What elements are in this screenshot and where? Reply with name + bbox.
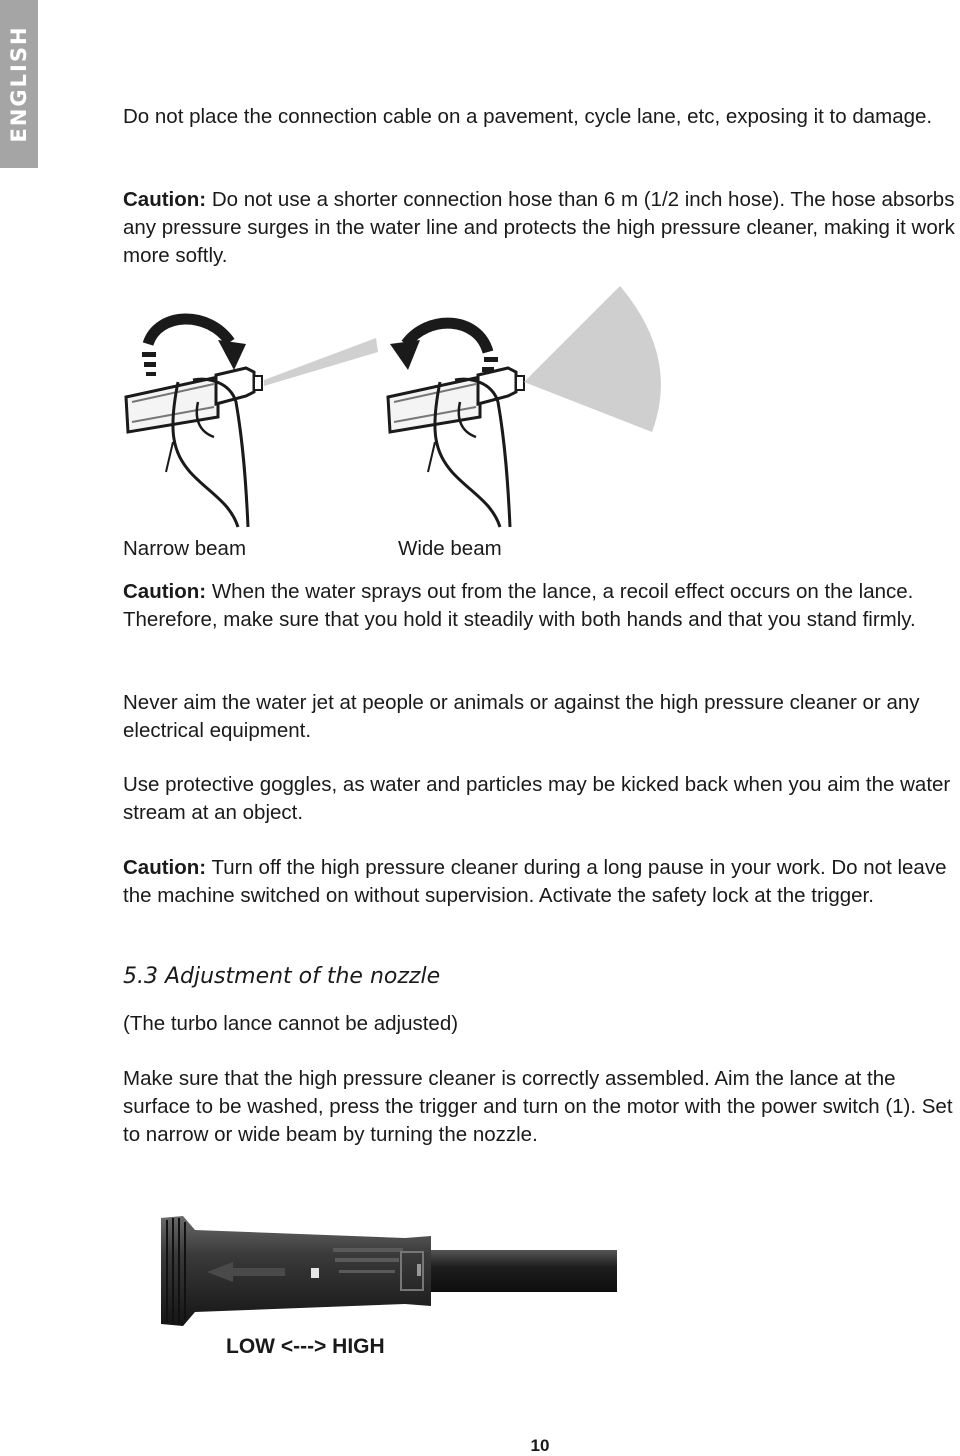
paragraph-pause-caution [123, 854, 958, 910]
language-tab-label: ENGLISH [7, 25, 31, 143]
paragraph-hose-text: Do not use a shorter connection hose than 6 m (1/2 inch hose). The hose absorbs any pressure surges in the water line and protects the high pressure cleaner, making it work more softly. [123, 188, 955, 267]
caution-label: Caution: [123, 188, 207, 211]
paragraph-turbo-text: (The turbo lance cannot be adjusted) [123, 1012, 459, 1035]
paragraph-turbo-note [123, 1010, 958, 1038]
wide-beam-figure [388, 286, 661, 527]
paragraph-hose-caution [123, 186, 958, 270]
language-tab [0, 0, 38, 168]
paragraph-cable [123, 103, 958, 131]
paragraph-goggles [123, 771, 958, 827]
paragraph-cable-text: Do not place the connection cable on a pavement, cycle lane, etc, exposing it to damage. [123, 105, 933, 128]
paragraph-recoil-text: When the water sprays out from the lance, a recoil effect occurs on the lance. Therefore, make sure that you hold it steadily with both hands and that you stand firmly. [123, 580, 916, 631]
nozzle-photo [155, 1212, 617, 1330]
paragraph-aim-warning [123, 689, 958, 745]
paragraph-aim-text: Never aim the water jet at people or animals or against the high pressure cleaner or any electrical equipment. [123, 691, 920, 742]
paragraph-pause-text: Turn off the high pressure cleaner during a long pause in your work. Do not leave the machine switched on without supervision. Activate the safety lock at the trigger. [123, 856, 947, 907]
narrow-beam-figure [126, 319, 378, 527]
section-heading: 5.3 Adjustment of the nozzle [123, 964, 441, 989]
beam-illustration [118, 282, 678, 532]
paragraph-goggles-text: Use protective goggles, as water and particles may be kicked back when you aim the water stream at an object. [123, 773, 951, 824]
caution-label: Caution: [123, 856, 207, 879]
caption-wide-beam: Wide beam [398, 537, 502, 560]
paragraph-recoil-caution [123, 578, 958, 634]
caution-label: Caution: [123, 580, 207, 603]
caption-narrow-beam: Narrow beam [123, 537, 247, 560]
page-number: 10 [530, 1436, 550, 1455]
paragraph-nozzle-instructions [123, 1065, 958, 1149]
nozzle-pressure-label: LOW <---> HIGH [226, 1335, 385, 1358]
paragraph-nozzle-text: Make sure that the high pressure cleaner is correctly assembled. Aim the lance at the surface to be washed, press the trigger and turn on the motor with the power switch (1). Set to narrow or wide beam by turning the nozzle. [123, 1067, 953, 1146]
